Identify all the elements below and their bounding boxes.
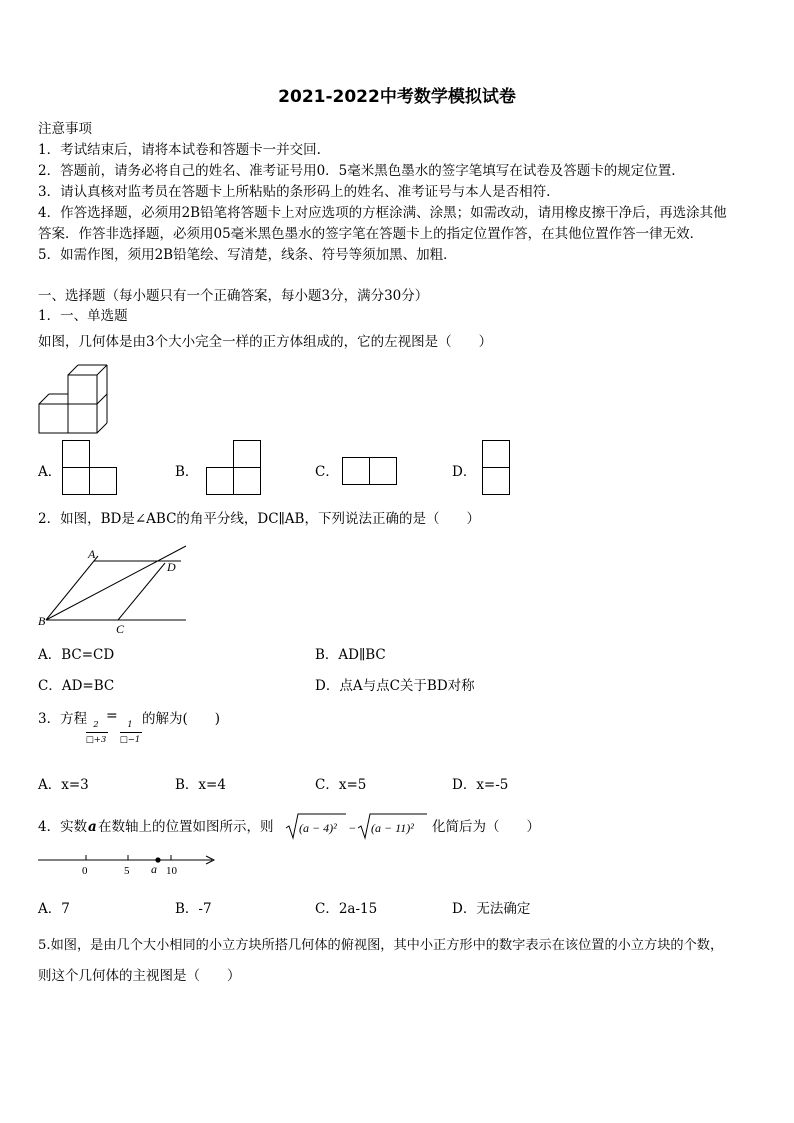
q3-frac2-num: 1	[127, 720, 133, 730]
q4-tick-0: 0	[82, 865, 88, 877]
q1-option-d-figure	[482, 440, 512, 496]
exam-title: 2021-2022中考数学模拟试卷	[278, 87, 516, 107]
notice-item-4: 4．作答选择题，必须用2B铅笔将答题卡上对应选项的方框涂满、涂黑；如需改动，请用橡皮擦干净后，再选涂其他	[38, 205, 727, 221]
q3-option-b: B．x=4	[175, 777, 226, 793]
section-heading: 一、选择题（每小题只有一个正确答案，每小题3分，满分30分）	[38, 288, 429, 304]
notice-item-2: 2．答题前，请务必将自己的姓名、准考证号用0．5毫米黑色墨水的签字笔填写在试卷及答题卡的规定位置.	[38, 163, 676, 179]
q4-tick-a: a	[151, 862, 157, 876]
q3-stem-post: 的解为( )	[142, 711, 221, 727]
q4-var: a	[88, 819, 97, 835]
q2-label-a: A	[88, 547, 96, 561]
q2-label-d: D	[167, 560, 176, 574]
q4-radicand-2: (a − 11)²	[371, 821, 414, 835]
q1-option-c-label: C．	[315, 464, 339, 480]
q1-solid-figure	[38, 365, 112, 435]
q3-equals: =	[106, 708, 118, 724]
q2-label-c: C	[116, 622, 125, 636]
section-subheading: 1．一、单选题	[38, 308, 128, 324]
q3-frac2-den: □−1	[119, 735, 141, 745]
notice-item-1: 1．考试结束后，请将本试卷和答题卡一并交回.	[38, 142, 321, 158]
q4-minus: −	[349, 821, 356, 835]
q4-option-c: C．2a-15	[315, 901, 378, 917]
q2-option-d: D．点A与点C关于BD对称	[315, 678, 475, 694]
q4-radical-expression	[286, 812, 436, 842]
notice-item-4-cont: 答案．作答非选择题，必须用05毫米黑色墨水的签字笔在答题卡上的指定位置作答，在其他位置作答一律无效．	[38, 226, 704, 242]
notice-item-5: 5．如需作图，须用2B铅笔绘、写清楚，线条、符号等须加黑、加粗．	[38, 247, 457, 263]
q3-frac1-num: 2	[93, 720, 99, 730]
q2-stem: 2．如图，BD是∠ABC的角平分线，DC∥AB，下列说法正确的是（ ）	[38, 511, 480, 527]
q5-stem-line1: 5.如图，是由几个大小相同的小立方块所搭几何体的俯视图，其中小正方形中的数字表示在该位置的小立方块的个数，	[38, 938, 724, 953]
q3-option-a: A．x=3	[38, 777, 89, 793]
q2-figure	[38, 540, 190, 636]
q4-tick-10: 10	[166, 865, 177, 877]
q4-option-d: D．无法确定	[452, 901, 531, 917]
q1-stem: 如图，几何体是由3个大小完全一样的正方体组成的，它的左视图是（ ）	[38, 334, 493, 350]
q2-option-b: B．AD∥BC	[315, 647, 386, 663]
notice-heading: 注意事项	[38, 121, 92, 137]
q1-option-a-label: A．	[38, 464, 62, 480]
q1-option-b-label: B．	[175, 464, 199, 480]
q4-option-a: A．7	[38, 901, 70, 917]
q4-stem-pre: 4．实数	[38, 819, 88, 835]
q3-frac1-den: □+3	[85, 735, 107, 745]
q3-frac1-bar	[86, 732, 108, 733]
q1-option-d-label: D．	[452, 464, 477, 480]
q2-label-b: B	[38, 614, 46, 628]
q4-radicand-1: (a − 4)²	[299, 821, 337, 835]
q5-stem-line2: 则这个几何体的主视图是（ ）	[38, 968, 241, 984]
q4-option-b: B．-7	[175, 901, 212, 917]
q4-stem-post: 化简后为（ ）	[432, 819, 540, 835]
q1-option-c-figure	[342, 457, 398, 487]
q1-option-b-figure	[206, 440, 262, 496]
q3-option-d: D．x=-5	[452, 777, 509, 793]
q3-stem-pre: 3．方程	[38, 711, 88, 727]
q3-option-c: C．x=5	[315, 777, 367, 793]
notice-item-3: 3．请认真核对监考员在答题卡上所粘贴的条形码上的姓名、准考证号与本人是否相符.	[38, 184, 551, 200]
q4-tick-5: 5	[124, 865, 130, 877]
q1-option-a-figure	[62, 440, 118, 496]
q4-number-line	[38, 850, 220, 880]
q2-option-a: A．BC=CD	[38, 647, 115, 663]
q4-stem-mid: 在数轴上的位置如图所示，则	[98, 819, 274, 835]
q2-option-c: C．AD=BC	[38, 678, 115, 694]
q3-frac2-bar	[120, 732, 142, 733]
